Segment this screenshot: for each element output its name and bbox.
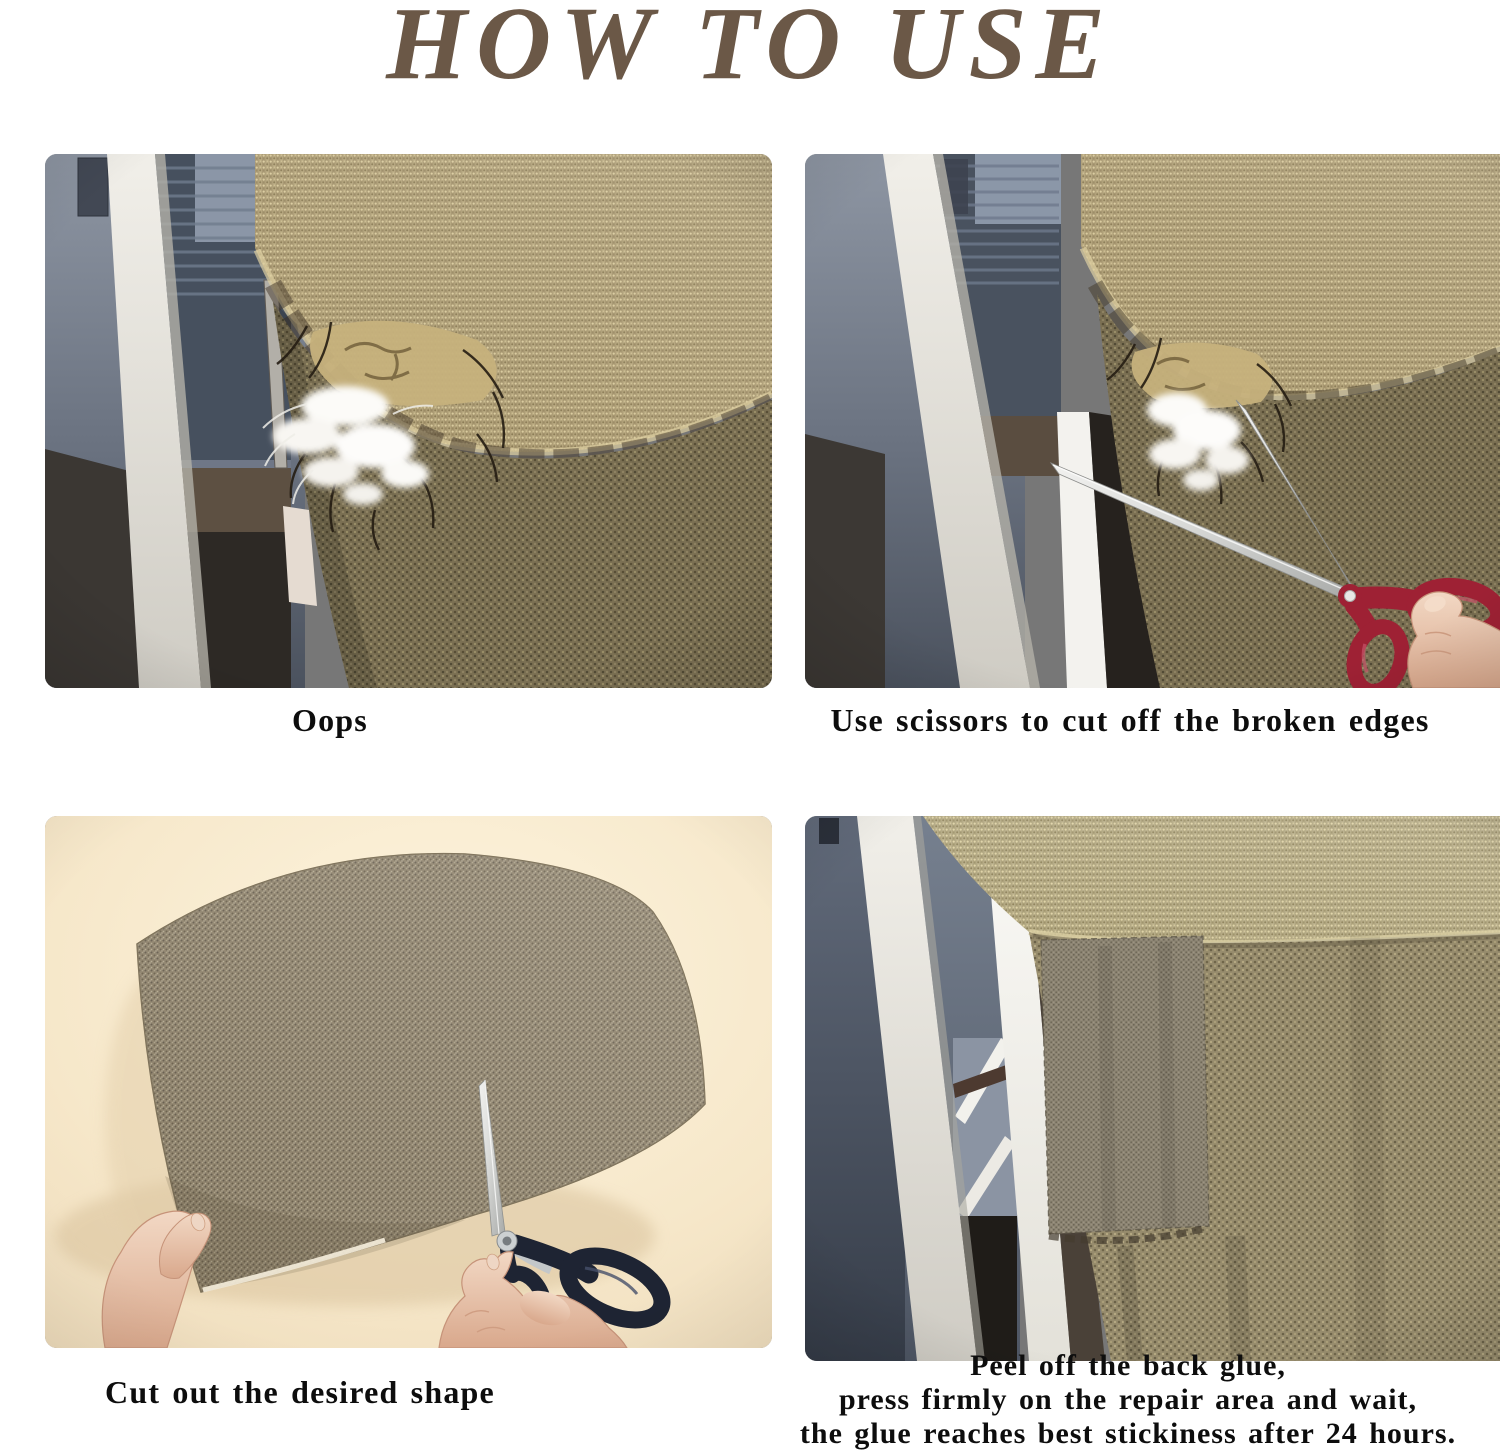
step1-caption: Oops <box>292 702 368 738</box>
step2-photo-scissors-trimming <box>805 154 1500 688</box>
step1-photo-damaged-couch <box>45 154 772 688</box>
step4-caption <box>756 1349 1500 1451</box>
photo-vignette <box>805 154 1500 688</box>
step2-caption: Use scissors to cut off the broken edges <box>830 702 1430 738</box>
step4-caption-line2: press firmly on the repair area and wait, <box>838 1383 1418 1416</box>
step4-caption-line3: the glue reaches best stickiness after 24 hours. <box>799 1417 1457 1450</box>
step3-caption: Cut out the desired shape <box>105 1374 495 1410</box>
step4-caption-line1: Peel off the back glue, <box>970 1349 1286 1382</box>
page-title: HOW TO USE <box>386 0 1114 101</box>
step4-photo-patch-applied <box>805 816 1500 1361</box>
photo-vignette <box>45 154 772 688</box>
photo-vignette <box>805 816 1500 1361</box>
step3-photo-cutting-patch <box>45 816 772 1348</box>
photo-vignette <box>45 816 772 1348</box>
